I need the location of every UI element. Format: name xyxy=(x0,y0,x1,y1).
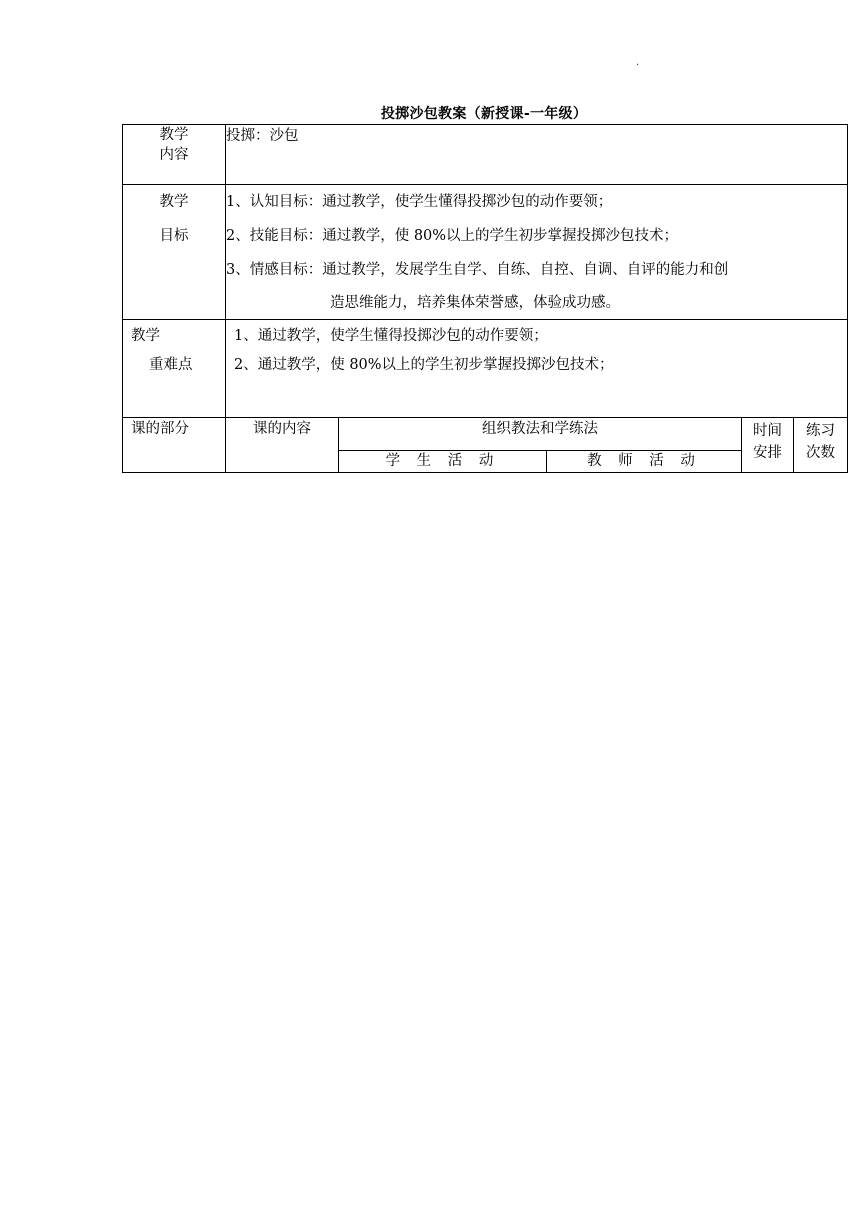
page-mark: . xyxy=(636,57,640,68)
key-points-label-line2: 重难点 xyxy=(149,357,193,373)
goal-item: 3、情感目标：通过教学，发展学生自学、自练、自控、自调、自评的能力和创 xyxy=(226,262,729,278)
header-count-line2: 次数 xyxy=(806,445,836,461)
header-count xyxy=(794,418,848,473)
header-part: 课的部分 xyxy=(123,418,226,473)
goal-item: 1、认知目标：通过教学，使学生懂得投掷沙包的动作要领； xyxy=(226,194,613,210)
goals-row xyxy=(123,185,848,320)
key-point-item: 1、通过教学，使学生懂得投掷沙包的动作要领； xyxy=(234,328,548,344)
content-row xyxy=(123,125,848,185)
key-points-row xyxy=(123,320,848,418)
header-count-line1: 练习 xyxy=(806,423,836,439)
header-student-activity: 学 生 活 动 xyxy=(339,451,547,473)
goals-label-line2: 目标 xyxy=(159,228,189,244)
content-label-line1: 教学 xyxy=(159,127,189,143)
header-time xyxy=(742,418,794,473)
header-time-line1: 时间 xyxy=(753,423,782,439)
goals-label-cell xyxy=(123,185,226,320)
goals-cell xyxy=(226,185,848,320)
key-point-item: 2、通过教学，使 80%以上的学生初步掌握投掷沙包技术； xyxy=(234,357,614,373)
key-points-cell xyxy=(226,320,848,418)
header-teacher-activity: 教 师 活 动 xyxy=(547,451,742,473)
goals-label-line1: 教学 xyxy=(159,194,189,210)
header-time-line2: 安排 xyxy=(753,445,782,461)
content-label-cell xyxy=(123,125,226,185)
content-value-cell xyxy=(226,125,848,185)
header-content: 课的内容 xyxy=(226,418,339,473)
header-row xyxy=(123,418,848,451)
content-label-line2: 内容 xyxy=(159,147,189,163)
key-points-label-cell xyxy=(123,320,226,418)
header-methods: 组织教法和学练法 xyxy=(339,418,742,451)
page-title: 投掷沙包教案（新授课-一年级） xyxy=(380,106,588,122)
lesson-plan-table xyxy=(122,124,848,473)
goal-item-continuation: 造思维能力，培养集体荣誉感，体验成功感。 xyxy=(330,295,620,311)
content-value: 投掷：沙包 xyxy=(226,128,299,144)
goal-item: 2、技能目标：通过教学，使 80%以上的学生初步掌握投掷沙包技术； xyxy=(226,228,679,244)
key-points-label-line1: 教学 xyxy=(131,328,160,344)
